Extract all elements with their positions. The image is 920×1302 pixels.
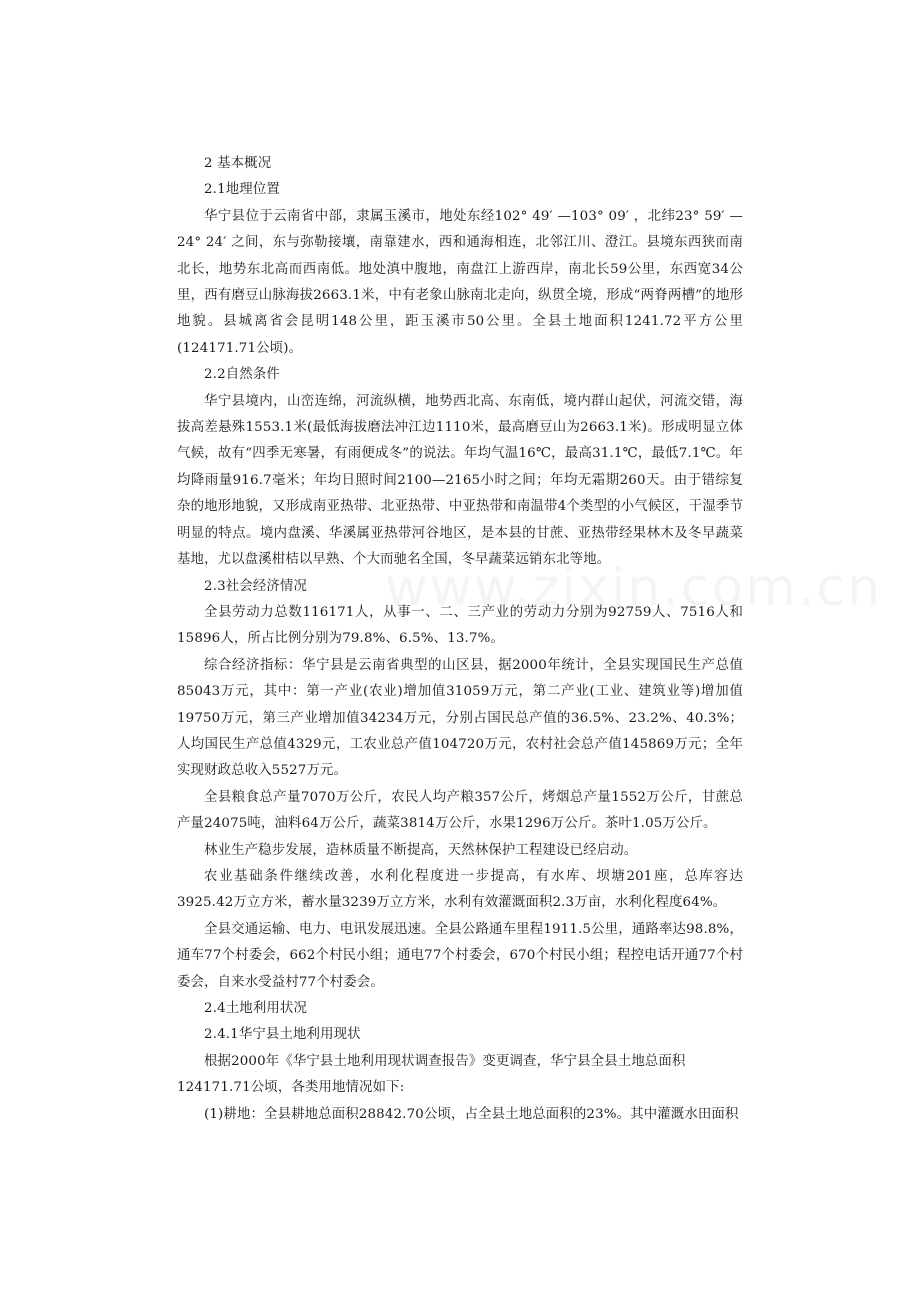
paragraph: 全县粮食总产量7070万公斤，农民人均产粮357公斤，烤烟总产量1552万公斤，甘蔗总产量24075吨，油料64万公斤，蔬菜3814万公斤，水果1296万公斤。茶叶1.05万公斤。: [177, 789, 743, 832]
paragraph: 综合经济指标：华宁县是云南省典型的山区县，据2000年统计，全县实现国民生产总值85043万元，其中：第一产业(农业)增加值31059万元，第二产业(工业、建筑业等)增加值19750万元，第三产业增加值34234万元，分别占国民总产值的36.5%、23.2%、40.3%；人均国民生产总值4329元，工农业总产值104720万元，农村社会总产值145869万元；全年实现财政总收入5527万元。: [177, 657, 743, 779]
paragraph: 全县劳动力总数116171人，从事一、二、三产业的劳动力分别为92759人、7516人和15896人，所占比例分别为79.8%、6.5%、13.7%。: [177, 604, 743, 647]
paragraph: 华宁县位于云南省中部，隶属玉溪市，地处东经102° 49′ —103° 09′ ，北纬23° 59′ —24° 24′ 之间，东与弥勒接壤，南靠建水，西和通海相连，北邻江川、澄江。县境东西狭而南北长，地势东北高而西南低。地处滇中腹地，南盘江上游西岸，南北长59公里，东西宽34公里，西有磨豆山脉海拔2663.1米，中有老象山脉南北走向，纵贯全境，形成“两脊两槽”的地形地貌。县城离省会昆明148公里，距玉溪市50公里。全县土地面积1241.72平方公里(124171.71公顷)。: [177, 208, 743, 356]
subsection-heading: 2.3社会经济情况: [204, 578, 307, 594]
subsection-heading: 2.4土地利用状况: [204, 1001, 307, 1016]
paragraph: (1)耕地：全县耕地总面积28842.70公顷，占全县土地总面积的23%。其中灌溉水田面积: [204, 1106, 739, 1122]
subsection-heading: 2.1地理位置: [204, 182, 280, 198]
paragraph: 华宁县境内，山峦连绵，河流纵横，地势西北高、东南低，境内群山起伏，河流交错，海拔高差悬殊1553.1米(最低海拔磨法冲江边1110米，最高磨豆山为2663.1米)。形成明显立体气候，故有“四季无寒暑，有雨便成冬”的说法。年均气温16℃，最高31.1℃，最低7.1℃。年均降雨量916.7毫米；年均日照时间2100—2165小时之间；年均无霜期260天。由于错综复杂的地形地貌，又形成南亚热带、北亚热带、中亚热带和南温带4个类型的小气候区，干湿季节明显的特点。境内盘溪、华溪属亚热带河谷地区，是本县的甘蔗、亚热带经果林木及冬早蔬菜基地，尤以盘溪柑桔以早熟、个大而驰名全国，冬早蔬菜远销东北等地。: [177, 393, 743, 568]
paragraph: 林业生产稳步发展，造林质量不断提高，天然林保护工程建设已经启动。: [204, 842, 638, 858]
paragraph: 根据2000年《华宁县土地利用现状调查报告》变更调查，华宁县全县土地总面积: [204, 1053, 686, 1069]
subsubsection-heading: 2.4.1华宁县土地利用现状: [204, 1027, 361, 1043]
paragraph: 农业基础条件继续改善，水利化程度进一步提高，有水库、坝塘201座，总库容达3925.42万立方米，蓄水量3239万立方米，水利有效灌溉面积2.3万亩，水利化程度64%。: [177, 868, 743, 911]
paragraph: 全县交通运输、电力、电讯发展迅速。全县公路通车里程1911.5公里，通路率达98.8%，通车77个村委会，662个村民小组；通电77个村委会，670个村民小组；程控电话开通77个村委会，自来水受益村77个村委会。: [177, 921, 743, 990]
section-heading: 2 基本概况: [204, 156, 272, 171]
document-body: [177, 151, 743, 1128]
subsection-heading: 2.2自然条件: [204, 367, 280, 383]
paragraph: 124171.71公顷，各类用地情况如下:: [177, 1080, 405, 1096]
